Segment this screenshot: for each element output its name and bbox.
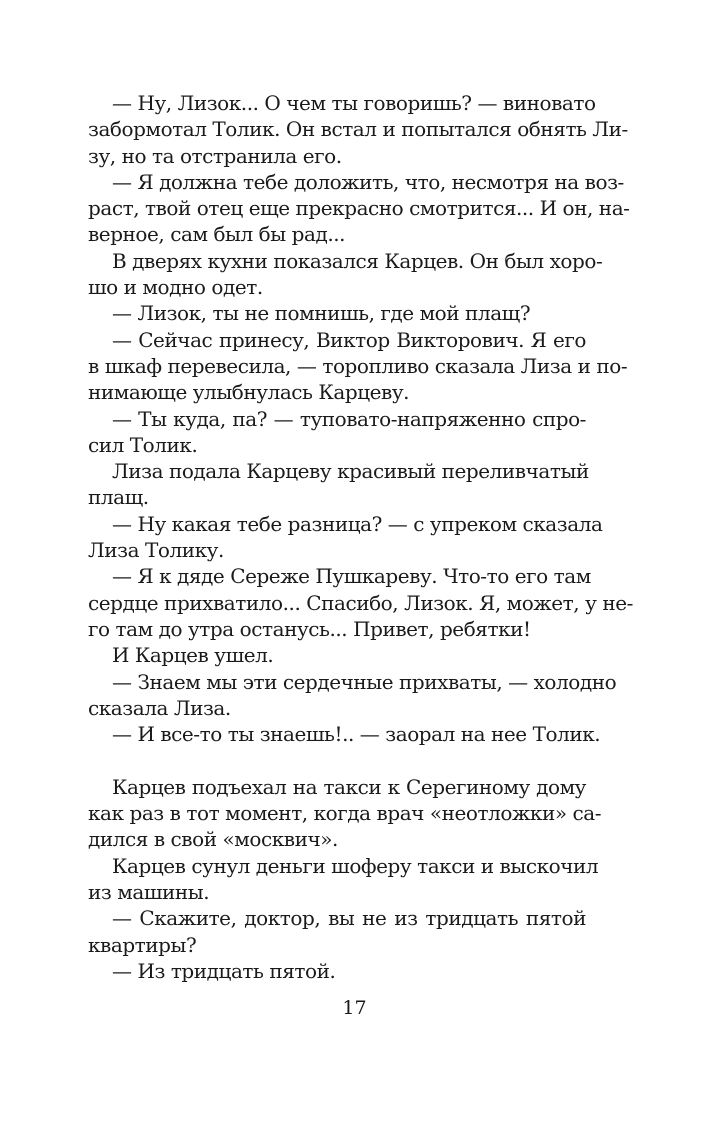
text-line: забормотал Толик. Он встал и попытался обнять Ли- bbox=[88, 117, 628, 142]
paragraph bbox=[88, 90, 628, 169]
text-line: — Я к дяде Сереже Пушкареву. Что-то его там bbox=[112, 564, 591, 589]
paragraph bbox=[88, 669, 617, 722]
paragraph bbox=[88, 327, 628, 406]
text-line: сил Толик. bbox=[88, 432, 198, 457]
text-line: — Ну какая тебе разница? — с упреком сказала bbox=[112, 511, 603, 536]
text-line: дился в свой «москвич». bbox=[88, 827, 338, 852]
text-line: сказала Лиза. bbox=[88, 695, 231, 720]
text-line: Карцев подъехал на такси к Серегиному дому bbox=[112, 774, 586, 799]
text-line: — Знаем мы эти сердечные прихваты, — холодно bbox=[112, 669, 617, 694]
paragraph bbox=[88, 563, 633, 642]
text-line: квартиры? bbox=[88, 932, 197, 957]
text-line: — Сейчас принесу, Виктор Викторович. Я его bbox=[112, 327, 586, 352]
text-line: — Ну, Лизок... О чем ты говоришь? — виновато bbox=[112, 91, 596, 115]
text-line: — Скажите, доктор, вы не из тридцать пятой bbox=[112, 906, 586, 931]
text-line: зу, но та отстранила его. bbox=[88, 143, 342, 168]
text-line: И Карцев ушел. bbox=[112, 643, 274, 668]
paragraph bbox=[88, 300, 586, 326]
text-line: — Лизок, ты не помнишь, где мой плащ? bbox=[112, 301, 531, 326]
paragraph bbox=[88, 406, 586, 459]
page-number: 17 bbox=[342, 997, 367, 1019]
paragraph bbox=[88, 458, 589, 511]
text-line: В дверях кухни показался Карцев. Он был хоро- bbox=[112, 248, 603, 273]
text-line: верное, сам был бы рад... bbox=[88, 222, 346, 247]
paragraph bbox=[88, 958, 586, 984]
paragraph bbox=[88, 248, 603, 301]
paragraph bbox=[88, 169, 630, 248]
text-line: Карцев сунул деньги шоферу такси и выскочил bbox=[112, 853, 599, 878]
text-line: шо и модно одет. bbox=[88, 275, 263, 300]
text-line: го там до утра останусь... Привет, ребятки! bbox=[88, 616, 531, 641]
paragraph bbox=[88, 642, 586, 668]
paragraph bbox=[88, 905, 586, 958]
text-line: плащ. bbox=[88, 485, 149, 510]
text-line: Лиза подала Карцеву красивый переливчатый bbox=[112, 459, 589, 484]
text-line: как раз в тот момент, когда врач «неотложки» са- bbox=[88, 801, 602, 826]
text-line: сердце прихватило... Спасибо, Лизок. Я, может, у не- bbox=[88, 590, 633, 615]
text-line: Лиза Толику. bbox=[88, 538, 224, 563]
text-line: в шкаф перевесила, — торопливо сказала Лиза и по- bbox=[88, 353, 628, 378]
text-line: раст, твой отец еще прекрасно смотрится... И он, на- bbox=[88, 196, 630, 221]
text-line: — Из тридцать пятой. bbox=[112, 958, 336, 983]
text-line: нимающе улыбнулась Карцеву. bbox=[88, 380, 410, 405]
text-line: — И все-то ты знаешь!.. — заорал на нее Толик. bbox=[112, 722, 601, 747]
paragraph bbox=[88, 774, 602, 853]
text-block bbox=[88, 90, 633, 984]
paragraph bbox=[88, 511, 603, 564]
text-line: из машины. bbox=[88, 879, 210, 904]
paragraph bbox=[88, 721, 601, 747]
text-line: — Я должна тебе доложить, что, несмотря на воз- bbox=[112, 169, 624, 194]
paragraph bbox=[88, 853, 599, 906]
section-break bbox=[88, 747, 586, 773]
text-line: — Ты куда, па? — туповато-напряженно спро- bbox=[112, 406, 586, 431]
